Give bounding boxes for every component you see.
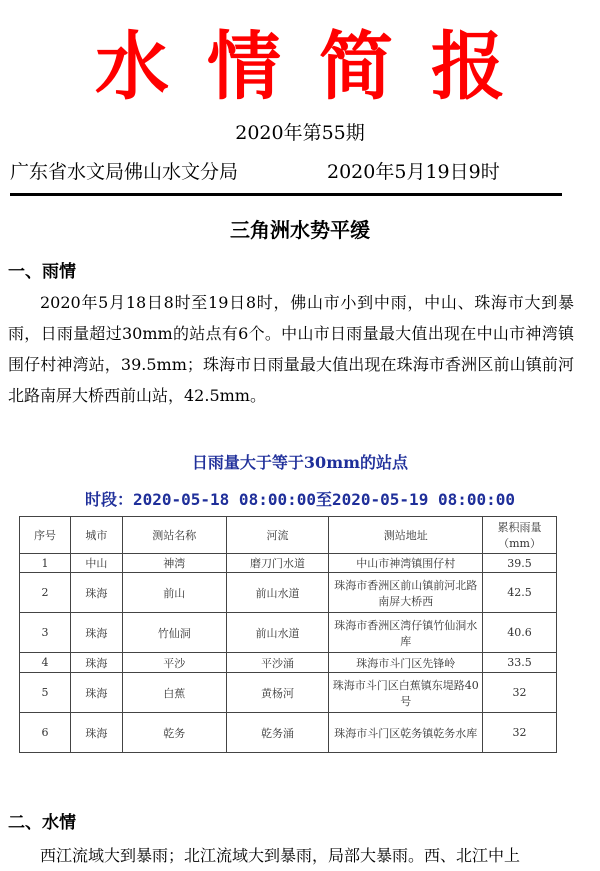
cell-address: 珠海市斗门区乾务镇乾务水库 [329,713,483,753]
cell-station: 白蕉 [122,673,226,713]
table-row [20,613,557,653]
cell-index: 1 [20,554,71,573]
cell-city: 珠海 [70,573,122,613]
cell-river: 黄杨河 [226,673,329,713]
cell-station: 前山 [122,573,226,613]
cell-rainfall: 39.5 [483,554,557,573]
cell-rainfall: 32 [483,673,557,713]
report-title: 水情简报 [95,24,543,110]
cell-river: 前山水道 [226,613,329,653]
cell-city: 珠海 [70,713,122,753]
cell-river: 磨刀门水道 [226,554,329,573]
cell-city: 珠海 [70,673,122,713]
cell-rainfall: 32 [483,713,557,753]
table-title: 日雨量大于等于30mm的站点 [191,453,409,472]
table-row [20,554,557,573]
rain-paragraph: 2020年5月18日8时至19日8时，佛山市小到中雨，中山、珠海市大到暴雨，日雨量超过30mm的站点有6个。中山市日雨量最大值出现在中山市神湾镇围仔村神湾站，39.5mm；珠海市日雨量最大值出现在珠海市香洲区前山镇前河北路南屏大桥西前山站，42.5mm。 [8,293,574,405]
cell-city: 中山 [70,554,122,573]
table-row [20,673,557,713]
cell-index: 3 [20,613,71,653]
cell-index: 2 [20,573,71,613]
issue-date: 2020年5月19日9时 [327,161,500,183]
col-header-river: 河流 [226,517,329,554]
table-row [20,713,557,753]
cell-station: 乾务 [122,713,226,753]
col-header-address: 测站地址 [329,517,483,554]
issue-number: 2020年第55期 [235,122,365,144]
cell-river: 前山水道 [226,573,329,613]
cell-address: 珠海市斗门区先锋岭 [329,653,483,673]
cell-address: 珠海市香洲区前山镇前河北路南屏大桥西 [329,573,483,613]
cell-city: 珠海 [70,653,122,673]
header-divider [10,193,562,196]
col-header-city: 城市 [70,517,122,554]
table-row [20,653,557,673]
cell-index: 4 [20,653,71,673]
cell-station: 平沙 [122,653,226,673]
water-section-heading: 二、水情 [8,813,76,833]
cell-address: 珠海市香洲区湾仔镇竹仙洞水库 [329,613,483,653]
rainfall-station-table [19,516,557,753]
table-row [20,573,557,613]
cell-river: 乾务涌 [226,713,329,753]
table-header-row [20,517,557,554]
cell-rainfall: 42.5 [483,573,557,613]
issuing-agency: 广东省水文局佛山水文分局 [10,161,239,183]
cell-rainfall: 33.5 [483,653,557,673]
cell-address: 中山市神湾镇围仔村 [329,554,483,573]
col-header-rainfall: 累积雨量（mm） [483,517,557,554]
cell-address: 珠海市斗门区白蕉镇东堤路40号 [329,673,483,713]
cell-index: 6 [20,713,71,753]
cell-city: 珠海 [70,613,122,653]
col-header-index: 序号 [20,517,71,554]
rain-section-heading: 一、雨情 [8,262,76,282]
cell-river: 平沙涌 [226,653,329,673]
cell-station: 神湾 [122,554,226,573]
cell-index: 5 [20,673,71,713]
table-period: 时段：2020-05-18 08:00:00至2020-05-19 08:00:00 [84,490,516,509]
cell-rainfall: 40.6 [483,613,557,653]
col-header-station: 测站名称 [122,517,226,554]
water-paragraph: 西江流域大到暴雨；北江流域大到暴雨，局部大暴雨。西、北江中上 [40,846,521,865]
headline: 三角洲水势平缓 [230,218,370,242]
cell-station: 竹仙洞 [122,613,226,653]
